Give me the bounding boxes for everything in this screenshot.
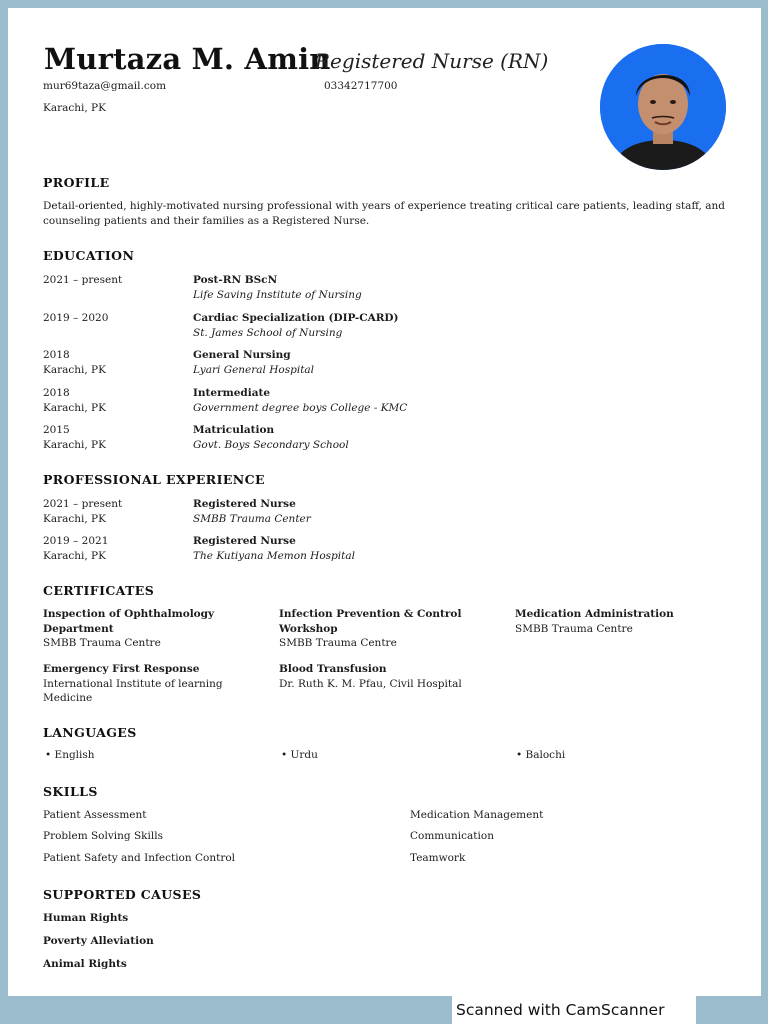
entry-role: Registered Nurse bbox=[193, 498, 296, 510]
cause-item: Animal Rights bbox=[43, 958, 127, 970]
education-entry bbox=[43, 348, 733, 378]
certificate-issuer: SMBB Trauma Centre bbox=[43, 637, 161, 649]
causes-heading: SUPPORTED CAUSES bbox=[43, 887, 202, 902]
entry-place: Karachi, PK bbox=[43, 512, 106, 525]
skill-item: Problem Solving Skills bbox=[43, 830, 163, 842]
skill-item: Patient Safety and Infection Control bbox=[43, 852, 236, 864]
education-entry bbox=[43, 273, 733, 303]
entry-school: St. James School of Nursing bbox=[193, 326, 343, 339]
education-entry bbox=[43, 386, 733, 416]
candidate-name: Murtaza M. Amin bbox=[44, 42, 331, 76]
entry-date: 2019 – 2021 bbox=[43, 535, 109, 547]
certificate-issuer: SMBB Trauma Centre bbox=[279, 637, 397, 649]
entry-degree: Intermediate bbox=[193, 387, 271, 399]
entry-organization: SMBB Trauma Center bbox=[193, 512, 311, 525]
entry-date: 2021 – present bbox=[43, 274, 123, 286]
certificate-issuer: International Institute of learning Medicine bbox=[43, 677, 223, 704]
skill-item: Communication bbox=[410, 830, 494, 842]
entry-school: Govt. Boys Secondary School bbox=[193, 438, 349, 451]
phone-number: 03342717700 bbox=[324, 80, 398, 92]
entry-school: Life Saving Institute of Nursing bbox=[193, 288, 362, 301]
entry-school: Lyari General Hospital bbox=[193, 363, 315, 376]
certificate-name: Medication Administration bbox=[515, 608, 674, 620]
language-item: • English bbox=[45, 749, 95, 761]
entry-date: 2018 bbox=[43, 387, 70, 399]
profile-summary: Detail-oriented, highly-motivated nursing professional with years of experience treating critical care patients, leading staff, and counseling patients and their families as a Registered Nurse. bbox=[43, 200, 725, 227]
skills-heading: SKILLS bbox=[43, 784, 98, 799]
experience-entry bbox=[43, 497, 733, 527]
education-entry bbox=[43, 311, 733, 341]
cause-item: Poverty Alleviation bbox=[43, 935, 154, 947]
language-item: • Balochi bbox=[516, 749, 566, 761]
entry-date: 2021 – present bbox=[43, 498, 123, 510]
entry-place: Karachi, PK bbox=[43, 438, 106, 451]
certificate-name: Blood Transfusion bbox=[279, 663, 387, 675]
entry-date: 2019 – 2020 bbox=[43, 312, 109, 324]
skill-item: Patient Assessment bbox=[43, 809, 147, 821]
certificate-name: Inspection of Ophthalmology Department bbox=[43, 608, 215, 635]
entry-date: 2018 bbox=[43, 349, 70, 361]
entry-place: Karachi, PK bbox=[43, 549, 106, 562]
certificate-issuer: SMBB Trauma Centre bbox=[515, 622, 633, 635]
certificate-name: Emergency First Response bbox=[43, 663, 200, 675]
resume-page bbox=[8, 8, 761, 996]
experience-entry bbox=[43, 534, 733, 564]
email-address: mur69taza@gmail.com bbox=[43, 80, 167, 92]
cause-item: Human Rights bbox=[43, 912, 129, 924]
entry-degree: Cardiac Specialization (DIP-CARD) bbox=[193, 312, 399, 324]
certificate-issuer: Dr. Ruth K. M. Pfau, Civil Hospital bbox=[279, 677, 462, 690]
scanner-watermark: Scanned with CamScanner bbox=[452, 996, 696, 1024]
education-heading: EDUCATION bbox=[43, 248, 135, 263]
entry-degree: Matriculation bbox=[193, 424, 275, 436]
entry-place: Karachi, PK bbox=[43, 363, 106, 376]
entry-school: Government degree boys College - KMC bbox=[193, 401, 408, 414]
job-title: Registered Nurse (RN) bbox=[315, 49, 549, 73]
certificate-item bbox=[43, 607, 233, 651]
certificate-item bbox=[279, 607, 479, 651]
entry-degree: General Nursing bbox=[193, 349, 291, 361]
languages-heading: LANGUAGES bbox=[43, 725, 137, 740]
location: Karachi, PK bbox=[43, 102, 106, 114]
certificate-item bbox=[279, 662, 499, 691]
skill-item: Medication Management bbox=[410, 809, 544, 821]
entry-date: 2015 bbox=[43, 424, 70, 436]
experience-heading: PROFESSIONAL EXPERIENCE bbox=[43, 472, 265, 487]
profile-heading: PROFILE bbox=[43, 175, 110, 190]
profile-photo bbox=[600, 44, 726, 170]
education-entry bbox=[43, 423, 733, 453]
entry-organization: The Kutiyana Memon Hospital bbox=[193, 549, 355, 562]
language-item: • Urdu bbox=[281, 749, 318, 761]
entry-role: Registered Nurse bbox=[193, 535, 296, 547]
skill-item: Teamwork bbox=[410, 852, 466, 864]
certificate-item bbox=[43, 662, 243, 706]
certificates-heading: CERTIFICATES bbox=[43, 583, 155, 598]
entry-place: Karachi, PK bbox=[43, 401, 106, 414]
entry-degree: Post-RN BScN bbox=[193, 274, 278, 286]
certificate-item bbox=[515, 607, 735, 636]
certificate-name: Infection Prevention & Control Workshop bbox=[279, 608, 462, 635]
